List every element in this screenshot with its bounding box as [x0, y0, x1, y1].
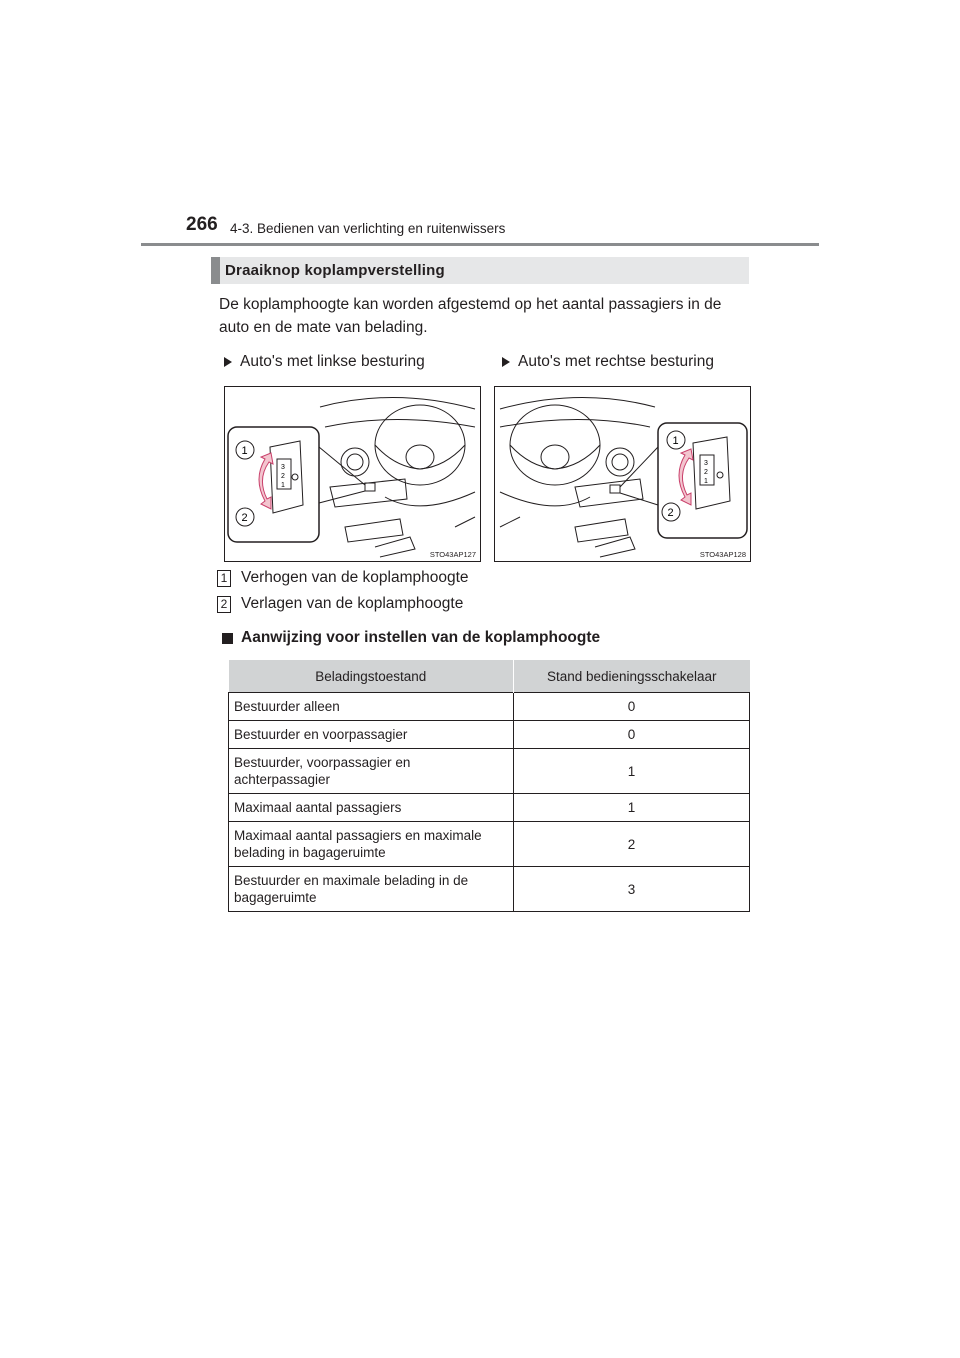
section-marker — [211, 257, 220, 284]
dashboard-rhd-drawing — [495, 387, 750, 561]
svg-text:3: 3 — [281, 464, 285, 471]
triangle-bullet-icon — [224, 357, 232, 367]
table-header-row — [229, 660, 750, 693]
caption-left-hand-drive — [224, 353, 425, 371]
setting-cell: 2 — [514, 822, 750, 867]
column-header: Stand bedieningsschakelaar — [514, 660, 750, 693]
table-row — [229, 822, 750, 867]
setting-cell: 0 — [514, 721, 750, 749]
callout-2: 2 — [667, 507, 674, 519]
section-heading-bar — [211, 257, 749, 284]
legend-number: 1 — [217, 570, 231, 587]
figure-code-right: STO43AP128 — [699, 550, 746, 559]
subheading-text: Aanwijzing voor instellen van de koplamphoogte — [241, 629, 601, 646]
column-header: Beladingstoestand — [229, 660, 514, 693]
svg-text:2: 2 — [704, 469, 708, 476]
section-title: Draaiknop koplampverstelling — [225, 262, 445, 279]
caption-right-text: Auto's met rechtse besturing — [518, 353, 714, 370]
legend-number: 2 — [217, 596, 231, 613]
setting-cell: 1 — [514, 749, 750, 794]
square-bullet-icon — [222, 633, 233, 644]
subheading — [222, 629, 600, 647]
illustration-right-hand-drive — [494, 386, 751, 562]
caption-left-text: Auto's met linkse besturing — [240, 353, 425, 370]
headlight-setting-table — [228, 660, 750, 912]
legend-item — [217, 569, 469, 587]
callout-1: 1 — [241, 445, 248, 457]
condition-cell: Maximaal aantal passagiers en maximale belading in bagageruimte — [229, 822, 514, 867]
triangle-bullet-icon — [502, 357, 510, 367]
intro-paragraph: De koplamphoogte kan worden afgestemd op het aantal passagiers in de auto en de mate van belading. — [219, 296, 722, 336]
svg-text:1: 1 — [704, 478, 708, 485]
condition-cell: Maximaal aantal passagiers — [229, 794, 514, 822]
caption-right-hand-drive — [502, 353, 714, 371]
svg-text:2: 2 — [281, 473, 285, 480]
condition-cell: Bestuurder en maximale belading in de bagageruimte — [229, 867, 514, 912]
condition-cell: Bestuurder en voorpassagier — [229, 721, 514, 749]
figure-code-left: STO43AP127 — [429, 550, 476, 559]
table-row — [229, 867, 750, 912]
setting-cell: 0 — [514, 693, 750, 721]
legend-item — [217, 595, 463, 613]
callout-1: 1 — [672, 435, 679, 447]
setting-cell: 3 — [514, 867, 750, 912]
table-row — [229, 693, 750, 721]
condition-cell: Bestuurder, voorpassagier en achterpassagier — [229, 749, 514, 794]
setting-cell: 1 — [514, 794, 750, 822]
dashboard-lhd-drawing — [225, 387, 480, 561]
svg-text:1: 1 — [281, 482, 285, 489]
illustration-left-hand-drive — [224, 386, 481, 562]
condition-cell: Bestuurder alleen — [229, 693, 514, 721]
legend-text: Verhogen van de koplamphoogte — [241, 569, 469, 586]
table-row — [229, 749, 750, 794]
legend-text: Verlagen van de koplamphoogte — [241, 595, 464, 612]
table-row — [229, 794, 750, 822]
table-row — [229, 721, 750, 749]
callout-2: 2 — [241, 512, 248, 524]
svg-text:3: 3 — [704, 460, 708, 467]
chapter-title: 4-3. Bedienen van verlichting en ruitenwissers — [230, 221, 506, 236]
header-rule — [141, 243, 819, 246]
page-number: 266 — [186, 214, 218, 235]
